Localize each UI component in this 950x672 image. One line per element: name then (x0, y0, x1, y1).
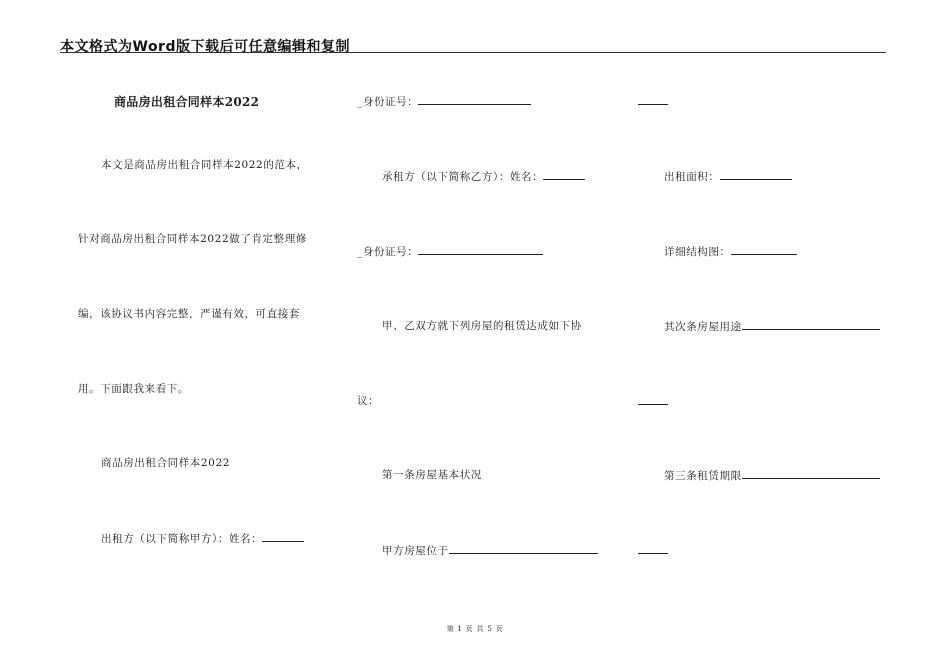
rent-area-field (664, 168, 792, 184)
header-divider (60, 52, 886, 53)
page-number: 第 1 页 共 5 页 (446, 625, 504, 633)
property-location-blank (449, 542, 598, 554)
article-2-field (664, 318, 880, 334)
property-location-label: 甲方房屋位于 (382, 545, 449, 557)
lessor-label: 出租方（以下简称甲方）：姓名： (101, 533, 263, 545)
intro-line-1: 本文是商品房出租合同样本2022的范本， (101, 159, 308, 171)
article-3-field (664, 467, 880, 483)
intro-line-2: 针对商品房出租合同样本2022做了肯定整理修 (78, 233, 307, 245)
lessor-id-label: _身份证号： (357, 96, 419, 108)
column3-blank-2 (638, 393, 668, 405)
structure-label: 详细结构图： (664, 246, 731, 258)
article-3-heading: 第三条租赁期限 (664, 470, 742, 482)
agreement-line-2: 议： (357, 395, 380, 407)
property-location-field (382, 542, 598, 558)
article-2-heading: 其次条房屋用途 (664, 321, 742, 333)
lessor-id-field (357, 93, 531, 109)
contract-name: 商品房出租合同样本2022 (101, 457, 231, 469)
lessee-label: 承租方（以下简称乙方）：姓名： (382, 171, 544, 183)
lessor-name-blank (262, 530, 304, 542)
agreement-line-1: 甲、乙双方就下列房屋的租赁达成如下协 (382, 320, 582, 332)
lessee-name-blank (543, 168, 585, 180)
column3-blank-1-field (638, 93, 668, 108)
lessor-name-field (101, 530, 304, 546)
lessee-id-field (357, 243, 543, 259)
column3-blank-2-field (638, 393, 668, 408)
column3-blank-3-field (638, 542, 668, 557)
article-3-blank (742, 467, 880, 479)
article-2-blank (742, 318, 880, 330)
column3-blank-1 (638, 93, 668, 105)
document-title: 商品房出租合同样本2022 (114, 95, 260, 109)
lessee-id-label: _身份证号： (357, 246, 419, 258)
structure-field (664, 243, 797, 259)
intro-line-3: 编，该协议书内容完整，严谨有效，可直接套 (78, 308, 300, 320)
structure-blank (731, 243, 797, 255)
rent-area-blank (720, 168, 792, 180)
lessor-id-blank (418, 93, 531, 105)
intro-line-4: 用。下面跟我来看下。 (78, 383, 189, 395)
column3-blank-3 (638, 542, 668, 554)
lessee-name-field (382, 168, 585, 184)
article-1-heading: 第一条房屋基本状况 (382, 469, 482, 481)
document-banner: 本文格式为Word版下载后可任意编辑和复制 (60, 39, 350, 55)
rent-area-label: 出租面积： (664, 171, 720, 183)
lessee-id-blank (418, 243, 543, 255)
